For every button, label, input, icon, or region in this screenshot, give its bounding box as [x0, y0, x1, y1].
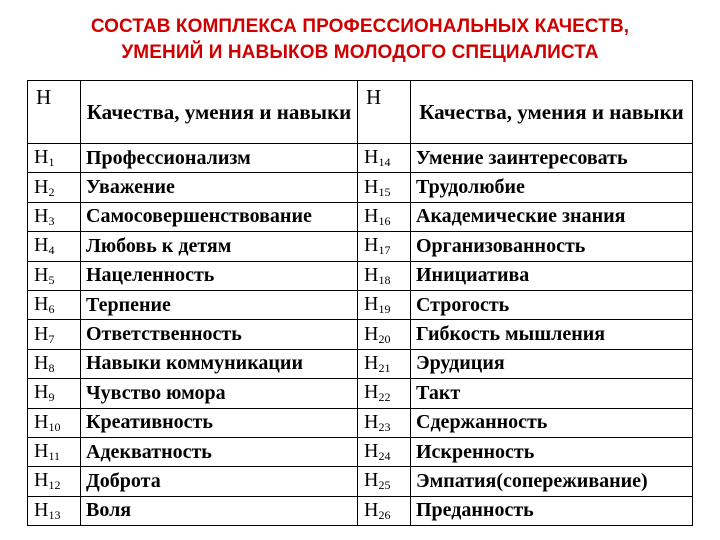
quality-name: Строгость [416, 293, 510, 316]
quality-cell [81, 349, 358, 378]
table-row [28, 202, 693, 231]
code-number: 10 [48, 419, 61, 434]
quality-code [358, 379, 411, 408]
qualities-table [27, 80, 693, 526]
code-number: 19 [378, 302, 391, 317]
quality-code [358, 320, 411, 349]
code-letter: Н [364, 498, 379, 521]
quality-cell [81, 261, 358, 290]
quality-name: Нацеленность [86, 264, 215, 287]
quality-code [28, 408, 81, 437]
quality-code [358, 437, 411, 466]
code-number: 9 [48, 390, 55, 405]
quality-cell [81, 408, 358, 437]
quality-name: Академические знания [416, 205, 626, 228]
code-number: 5 [48, 272, 55, 287]
quality-cell [81, 320, 358, 349]
code-letter: Н [34, 351, 49, 374]
quality-name: Воля [86, 499, 132, 522]
quality-cell [411, 437, 693, 466]
table-row [28, 496, 693, 525]
code-number: 1 [48, 155, 55, 170]
code-letter: Н [364, 410, 379, 433]
slide-title [0, 14, 720, 66]
quality-cell [81, 173, 358, 202]
code-number: 26 [378, 507, 391, 522]
quality-cell [81, 232, 358, 261]
code-number: 23 [378, 419, 391, 434]
quality-cell [411, 320, 693, 349]
quality-cell [411, 173, 693, 202]
code-number: 22 [378, 390, 391, 405]
table-row [28, 467, 693, 496]
table-row [28, 349, 693, 378]
header-code-left: Н [28, 81, 81, 144]
code-letter: Н [34, 234, 49, 257]
quality-name: Инициатива [416, 264, 530, 287]
quality-cell [411, 232, 693, 261]
code-letter: Н [34, 469, 49, 492]
quality-cell [81, 437, 358, 466]
code-number: 25 [378, 478, 391, 493]
quality-cell [411, 290, 693, 319]
code-letter: Н [34, 381, 49, 404]
quality-cell [411, 144, 693, 173]
quality-name: Эрудиция [416, 352, 505, 375]
code-number: 3 [48, 213, 55, 228]
quality-code [28, 261, 81, 290]
code-letter: Н [34, 263, 49, 286]
quality-code [28, 320, 81, 349]
quality-code [358, 261, 411, 290]
quality-name: Такт [416, 381, 461, 404]
code-letter: Н [34, 204, 49, 227]
code-letter: Н [364, 146, 379, 169]
quality-cell [81, 202, 358, 231]
quality-cell [81, 290, 358, 319]
quality-code [358, 496, 411, 525]
quality-code [358, 202, 411, 231]
table-row [28, 232, 693, 261]
quality-name: Уважение [86, 176, 175, 199]
code-number: 7 [48, 331, 55, 346]
code-number: 18 [378, 272, 391, 287]
quality-code [28, 379, 81, 408]
code-letter: Н [34, 440, 49, 463]
quality-code [358, 349, 411, 378]
code-letter: Н [364, 293, 379, 316]
quality-code [28, 144, 81, 173]
code-number: 24 [378, 449, 391, 464]
table-row [28, 437, 693, 466]
code-number: 2 [48, 184, 55, 199]
quality-name: Трудолюбие [416, 176, 525, 199]
code-number: 4 [48, 243, 55, 258]
quality-cell [81, 496, 358, 525]
code-letter: Н [34, 498, 49, 521]
header-quality-right: Качества, умения и навыки [411, 81, 693, 144]
code-letter: Н [34, 175, 49, 198]
code-number: 16 [378, 213, 391, 228]
code-letter: Н [364, 469, 379, 492]
quality-code [28, 290, 81, 319]
code-letter: Н [364, 322, 379, 345]
quality-code [358, 232, 411, 261]
table-row [28, 408, 693, 437]
code-letter: Н [364, 381, 379, 404]
quality-code [28, 496, 81, 525]
quality-code [28, 173, 81, 202]
quality-name: Профессионализм [86, 146, 251, 169]
header-code-right: Н [358, 81, 411, 144]
quality-name: Креативность [86, 411, 213, 434]
code-number: 11 [48, 449, 61, 464]
code-number: 17 [378, 243, 391, 258]
quality-name: Адекватность [86, 440, 212, 463]
quality-code [358, 144, 411, 173]
quality-name: Любовь к детям [86, 234, 232, 257]
quality-name: Чувство юмора [86, 381, 226, 404]
code-number: 6 [48, 302, 55, 317]
quality-name: Доброта [86, 469, 161, 492]
quality-cell [411, 467, 693, 496]
quality-name: Организованность [416, 234, 586, 257]
code-number: 13 [48, 507, 61, 522]
quality-name: Сдержанность [416, 411, 548, 434]
code-number: 14 [378, 155, 391, 170]
code-letter: Н [364, 234, 379, 257]
code-number: 21 [378, 360, 391, 375]
quality-cell [411, 202, 693, 231]
title-line-1: СОСТАВ КОМПЛЕКСА ПРОФЕССИОНАЛЬНЫХ КАЧЕСТВ, [90, 16, 630, 37]
quality-cell [411, 349, 693, 378]
code-letter: Н [34, 146, 49, 169]
quality-code [358, 408, 411, 437]
quality-code [28, 349, 81, 378]
quality-cell [411, 261, 693, 290]
quality-name: Самосовершенствование [86, 205, 312, 228]
quality-name: Ответственность [86, 323, 242, 346]
quality-cell [81, 379, 358, 408]
table-row [28, 144, 693, 173]
quality-cell [411, 496, 693, 525]
code-letter: Н [364, 263, 379, 286]
table-row [28, 379, 693, 408]
table-row [28, 173, 693, 202]
code-number: 15 [378, 184, 391, 199]
code-letter: Н [34, 410, 49, 433]
code-letter: Н [364, 351, 379, 374]
code-letter: Н [34, 293, 49, 316]
table-row [28, 290, 693, 319]
header-quality-left: Качества, умения и навыки [81, 81, 358, 144]
quality-cell [81, 467, 358, 496]
code-letter: Н [364, 440, 379, 463]
quality-name: Терпение [86, 293, 171, 316]
table-row [28, 320, 693, 349]
code-number: 8 [48, 360, 55, 375]
quality-code [358, 467, 411, 496]
quality-name: Навыки коммуникации [86, 352, 303, 375]
quality-code [358, 290, 411, 319]
quality-code [358, 173, 411, 202]
quality-name: Эмпатия(сопереживание) [416, 469, 648, 492]
quality-code [28, 467, 81, 496]
code-letter: Н [34, 322, 49, 345]
quality-cell [411, 408, 693, 437]
quality-name: Умение заинтересовать [416, 146, 628, 169]
code-number: 12 [48, 478, 61, 493]
quality-cell [81, 144, 358, 173]
quality-code [28, 437, 81, 466]
title-line-2: УМЕНИЙ И НАВЫКОВ МОЛОДОГО СПЕЦИАЛИСТА [121, 42, 599, 63]
quality-name: Преданность [416, 499, 534, 522]
code-letter: Н [364, 204, 379, 227]
code-number: 20 [378, 331, 391, 346]
table-header-row [28, 81, 693, 144]
table-row [28, 261, 693, 290]
quality-code [28, 202, 81, 231]
quality-name: Искренность [416, 440, 535, 463]
quality-name: Гибкость мышления [416, 323, 606, 346]
code-letter: Н [364, 175, 379, 198]
quality-cell [411, 379, 693, 408]
quality-code [28, 232, 81, 261]
